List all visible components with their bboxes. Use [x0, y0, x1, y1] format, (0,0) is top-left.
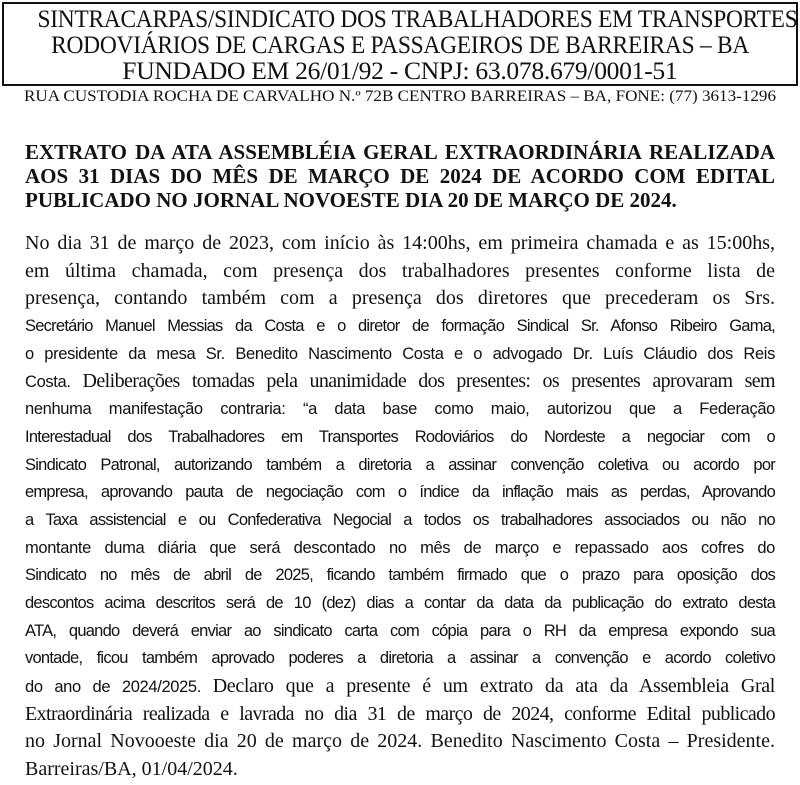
body-line: do ano de 2024/2025. Declaro que a presente é um extrato da ata da Assembleia Gral [25, 675, 775, 697]
body-line: Sindicato no mês de abril de 2025, ficando também firmado que o prazo para oposição dos [25, 566, 775, 585]
body-line: Costa. Deliberações tomadas pela unanimidade dos presentes: os presentes aprovaram sem [25, 370, 775, 393]
body-line: nenhuma manifestação contraria: “a data base como maio, autorizou que a Federação [25, 400, 775, 419]
union-address: RUA CUSTODIA ROCHA DE CARVALHO N.º 72B CENTRO BARREIRAS – BA, FONE: (77) 3613-1296 [23, 88, 776, 105]
body-line: Extraordinária realizada e lavrada no dia 31 de março de 2024, conforme Edital publicado [25, 702, 775, 725]
union-name-line-1: SINTRACARPAS/SINDICATO DOS TRABALHADORES EM TRANSPORTES [37, 4, 798, 33]
union-name-line-2: RODOVIÁRIOS DE CARGAS E PASSAGEIROS DE BARREIRAS – BA [50, 30, 749, 59]
body-line: montante duma diária que será descontado no mês de março e repassado aos cofres do [25, 538, 775, 557]
body-line: em última chamada, com presença dos trabalhadores presentes conforme lista de [25, 259, 775, 282]
title-line: EXTRATO DA ATA ASSEMBLÉIA GERAL EXTRAORDINÁRIA REALIZADA [25, 140, 775, 164]
body-line: empresa, aprovando pauta de negociação com o índice da inflação mais as perdas, Aprovando [25, 483, 775, 502]
body-line: a Taxa assistencial e ou Confederativa Negocial a todos os trabalhadores associados ou não no [25, 510, 775, 529]
body-line: Sindicato Patronal, autorizando também a diretoria a assinar convenção coletiva ou acordo por [25, 455, 775, 474]
body-line: vontade, ficou também aprovado poderes a diretoria a assinar a convenção e acordo coletivo [25, 649, 775, 668]
body-line: ATA, quando deverá enviar ao sindicato carta com cópia para o RH da empresa expondo sua [25, 621, 775, 640]
body-line: no Jornal Novooeste dia 20 de março de 2024. Benedito Nascimento Costa – Presidente. [25, 730, 775, 753]
body-line: presença, contando também com a presença dos diretores que precederam os Srs. [25, 287, 775, 310]
body-line: Interestadual dos Trabalhadores em Transportes Rodoviários do Nordeste a negociar com o [25, 427, 775, 446]
body-line: No dia 31 de março de 2023, com início às 14:00hs, em primeira chamada e as 15:00hs, [25, 232, 775, 254]
title-line: PUBLICADO NO JORNAL NOVOESTE DIA 20 DE MARÇO DE 2024. [25, 188, 677, 212]
signature-date-line: Barreiras/BA, 01/04/2024. [25, 758, 238, 781]
title-line: AOS 31 DIAS DO MÊS DE MARÇO DE 2024 DE ACORDO COM EDITAL [25, 164, 775, 188]
document-title [25, 140, 775, 212]
union-header-box [2, 2, 798, 86]
body-line: o presidente da mesa Sr. Benedito Nascimento Costa e o advogado Dr. Luís Cláudio dos Reis [25, 344, 775, 363]
document-body [25, 230, 775, 784]
union-founding-cnpj: FUNDADO EM 26/01/92 - CNPJ: 63.078.679/0001-51 [122, 56, 678, 85]
body-line: descontos acima descritos será de 10 (dez) dias a contar da data da publicação do extrato desta [25, 593, 775, 612]
body-line: Secretário Manuel Messias da Costa e o diretor de formação Sindical Sr. Afonso Ribeiro Gama, [25, 317, 775, 336]
